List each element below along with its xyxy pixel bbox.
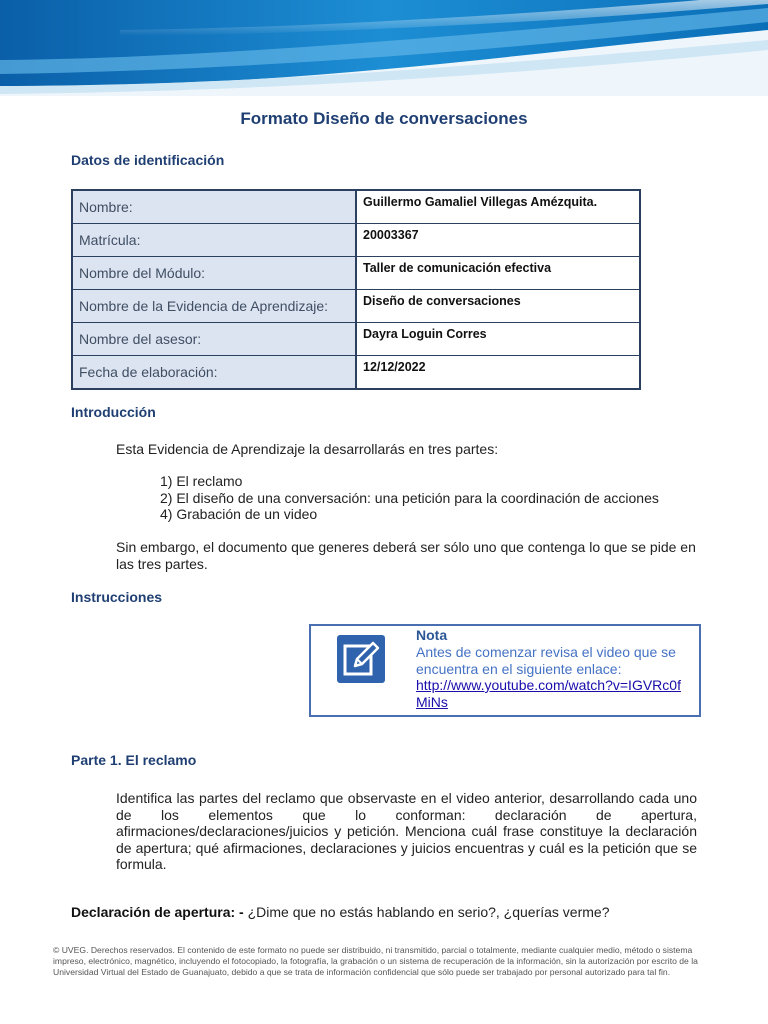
row-label: Fecha de elaboración: [72, 356, 356, 390]
table-row [72, 323, 640, 356]
part1-heading: Parte 1. El reclamo [71, 752, 197, 768]
copyright-footer: © UVEG. Derechos reservados. El contenido de este formato no puede ser distribuido, ni transmitido, parcial o totalmente, mediante cualquier medio, método o sistema impreso, electrónico, magnético, incluyendo el fotocopiado, la fotografía, la grabación o un sistema de recuperación de la información, sin la autorización por escrito de la Universidad Virtual del Estado de Guanajuato, debido a que se trata de información confidencial que sólo puede ser trabajado por personal autorizado para tal fin. [53, 945, 698, 977]
intro-text: Esta Evidencia de Aprendizaje la desarrollarás en tres partes: [116, 441, 499, 457]
closing-text: Sin embargo, el documento que generes deberá ser sólo uno que contenga lo que se pide en las tres partes. [116, 539, 696, 572]
table-row [72, 356, 640, 390]
note-text: Antes de comenzar revisa el video que se encuentra en el siguiente enlace: [416, 644, 676, 677]
identification-table [71, 189, 641, 390]
parts-list [160, 473, 659, 523]
list-item: 2) El diseño de una conversación: una petición para la coordinación de acciones [160, 489, 659, 506]
identification-heading: Datos de identificación [71, 152, 225, 168]
introduction-heading: Introducción [71, 404, 156, 420]
document-title: Formato Diseño de conversaciones [240, 109, 528, 128]
part1-text: Identifica las partes del reclamo que observaste en el video anterior, desarrollando cada uno de los elementos que lo conforman: declaración de apertura, afirmaciones/declaraciones/juicios y petición. Menciona cuál frase constituye la declaración de apertura; qué afirmaciones, declaraciones y juicios encuentras y cuál es la petición que se formula. [116, 790, 697, 872]
row-label: Nombre del asesor: [72, 323, 356, 356]
table-row [72, 257, 640, 290]
row-value: Dayra Loguin Corres [356, 323, 640, 356]
row-label: Nombre de la Evidencia de Aprendizaje: [72, 290, 356, 323]
video-link[interactable]: http://www.youtube.com/watch?v=IGVRc0fMiNs [416, 677, 681, 710]
row-value: Taller de comunicación efectiva [356, 257, 640, 290]
table-row [72, 224, 640, 257]
opening-declaration [71, 904, 610, 920]
list-item: 4) Grabación de un video [160, 506, 318, 522]
row-label: Nombre: [72, 190, 356, 224]
row-label: Nombre del Módulo: [72, 257, 356, 290]
declaration-label: Declaración de apertura: - [71, 904, 244, 920]
edit-icon [337, 635, 385, 683]
row-value: 12/12/2022 [356, 356, 640, 390]
row-label: Matrícula: [72, 224, 356, 257]
header-banner [0, 0, 768, 96]
note-title: Nota [416, 627, 448, 643]
table-row [72, 290, 640, 323]
row-value: Diseño de conversaciones [356, 290, 640, 323]
row-value: 20003367 [356, 224, 640, 257]
instructions-heading: Instrucciones [71, 589, 163, 605]
table-row [72, 190, 640, 224]
declaration-text: ¿Dime que no estás hablando en serio?, ¿querías verme? [243, 904, 610, 920]
note-box [309, 624, 701, 717]
row-value: Guillermo Gamaliel Villegas Amézquita. [356, 190, 640, 224]
list-item: 1) El reclamo [160, 473, 243, 489]
